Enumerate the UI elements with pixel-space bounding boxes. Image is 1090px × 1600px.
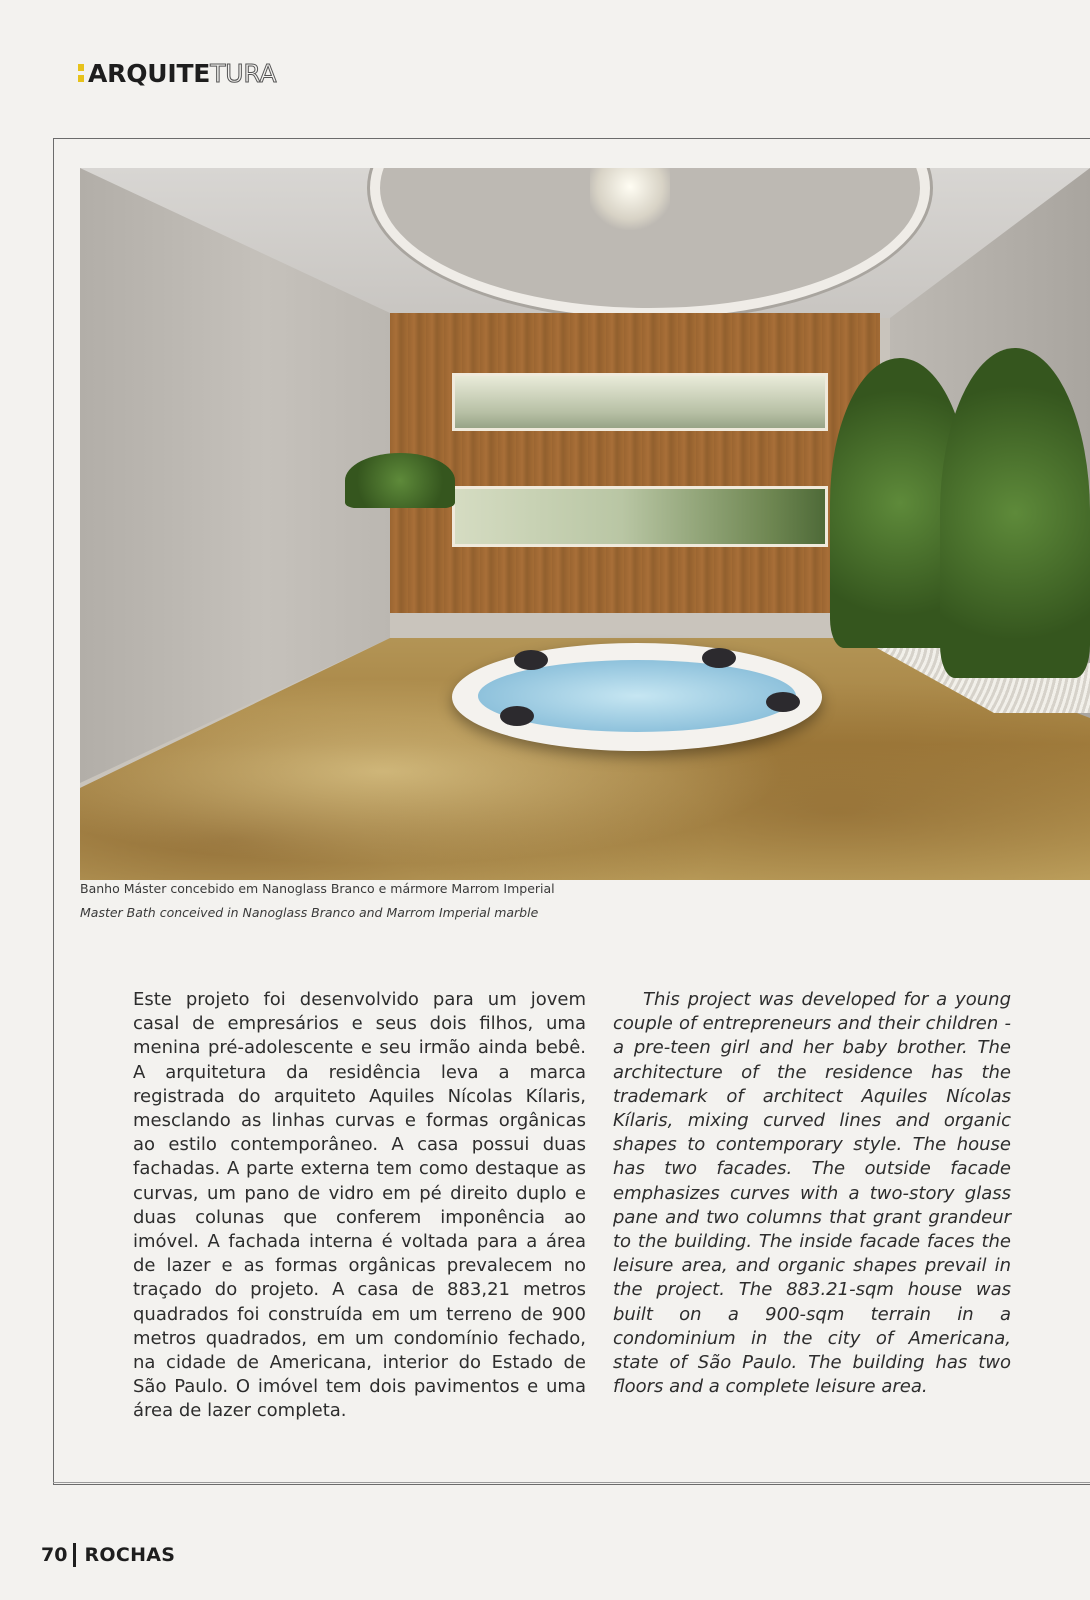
photo-mirror-lower <box>452 486 828 547</box>
photo-caption-en: Master Bath conceived in Nanoglass Branco and Marrom Imperial marble <box>80 905 539 920</box>
headrest-icon <box>514 650 548 670</box>
folio-divider <box>73 1543 76 1567</box>
page-footer <box>41 1540 175 1570</box>
plant-icon <box>940 348 1090 678</box>
photo-mirror-upper <box>452 373 828 431</box>
photo-caption-pt: Banho Máster concebido em Nanoglass Branco e mármore Marrom Imperial <box>80 881 555 896</box>
body-text-english: This project was developed for a young couple of entrepreneurs and their children - a pre-teen girl and her baby brother. The architecture of the residence has the trademark of architect Aquiles Nícolas Kílaris, mixing curved lines and organic shapes to contemporary style. The house has two facades. The outside facade emphasizes curves with a two-story glass pane and two columns that grant grandeur to the building. The inside facade faces the leisure area, and organic shapes prevail in the project. The 883.21-sqm house was built on a 900-sqm terrain in a condominium in the city of Americana, state of São Paulo. The building has two floors and a complete leisure area. <box>613 989 1011 1398</box>
headrest-icon <box>766 692 800 712</box>
body-text-portuguese: Este projeto foi desenvolvido para um jovem casal de empresários e seus dois filhos, uma menina pré-adolescente e seu irmão ainda bebê. A arquitetura da residência leva a marca registrada do arquiteto Aquiles Nícolas Kílaris, mesclando as linhas curvas e formas orgânicas ao estilo contemporâneo. A casa possui duas fachadas. A parte externa tem como destaque as curvas, um pano de vidro em pé direito duplo e duas colunas que conferem imponência ao imóvel. A fachada interna é voltada para a área de lazer e as formas orgânicas prevalecem no traçado do projeto. A casa de 883,21 metros quadrados foi construída em um terreno de 900 metros quadrados, em um condomínio fechado, na cidade de Americana, interior do Estado de São Paulo. O imóvel tem dois pavimentos e uma área de lazer completa. <box>133 989 586 1422</box>
magazine-name: ROCHAS <box>84 1544 176 1566</box>
section-title-light: TURA <box>210 58 277 88</box>
section-header <box>78 58 276 88</box>
page-number: 70 <box>41 1544 68 1566</box>
photo-wood-panel <box>390 313 880 613</box>
master-bath-photo <box>80 168 1090 880</box>
headrest-icon <box>702 648 736 668</box>
section-marker-icon <box>78 64 84 82</box>
palm-icon <box>345 453 455 508</box>
section-title-bold: ARQUITE <box>88 58 211 88</box>
frame-divider <box>53 1482 1090 1483</box>
headrest-icon <box>500 706 534 726</box>
chandelier-icon <box>590 168 670 230</box>
